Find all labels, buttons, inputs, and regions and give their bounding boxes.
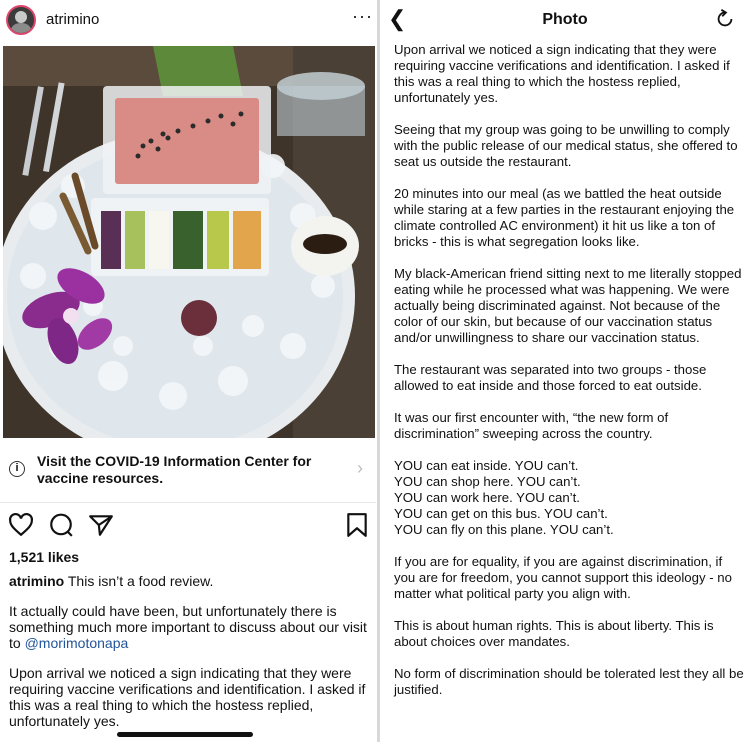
article-paragraph: 20 minutes into our meal (as we battled the heat outside while staring at a few parties in the restaurant enjoying the climate controlled AC environment) it hit us like a ton of bricks - this is what segregation looks like.: [394, 186, 735, 249]
article-paragraph: Seeing that my group was going to be unwilling to comply with the public release of our medical status, she offered to seat us outside the restaurant.: [394, 122, 738, 169]
article-paragraph: No form of discrimination should be tolerated lest they all be justified.: [394, 666, 744, 697]
food-photo-illustration: [3, 46, 375, 438]
post-caption: [9, 573, 371, 742]
article-list-line: YOU can work here. YOU can’t.: [394, 490, 580, 505]
article-list-line: YOU can shop here. YOU can’t.: [394, 474, 581, 489]
article-paragraph: This is about human rights. This is about liberty. This is about choices over mandates.: [394, 618, 714, 649]
bookmark-icon[interactable]: [344, 512, 370, 538]
more-options-icon[interactable]: ···: [352, 6, 373, 26]
article-paragraph: Upon arrival we noticed a sign indicating that they were requiring vaccine verifications and identification. I asked if this was a real thing to which the hostess replied, unfortunately yes.: [394, 42, 730, 105]
refresh-icon[interactable]: [714, 8, 736, 30]
article-paragraph: The restaurant was separated into two groups - those allowed to eat inside and those forced to eat outside.: [394, 362, 707, 393]
article-paragraph: My black-American friend sitting next to me literally stopped eating while he processed what was happening. We were actually being discriminated against. Not because of the color of our skin, but because of our vaccination status and/or unwillingness to share our vaccination status.: [394, 266, 742, 345]
article-list-line: YOU can get on this bus. YOU can’t.: [394, 506, 608, 521]
comment-icon[interactable]: [48, 512, 74, 538]
post-actions: [0, 510, 376, 540]
photo-view-header: [380, 0, 750, 40]
like-count[interactable]: 1,521 likes: [9, 549, 80, 565]
divider: [0, 502, 376, 503]
covid-info-banner[interactable]: [0, 446, 376, 500]
caption-paragraph: Upon arrival we noticed a sign indicating that they were requiring vaccine verifications and identification. I asked if this was a real thing to which the hostess replied, unfortunately yes.: [9, 665, 366, 729]
back-chevron-icon[interactable]: ❮: [388, 6, 407, 31]
covid-banner-text: Visit the COVID-19 Information Center for vaccine resources.: [37, 453, 312, 486]
avatar[interactable]: [6, 5, 36, 35]
article-list-line: YOU can fly on this plane. YOU can’t.: [394, 522, 614, 537]
post-header: [0, 0, 376, 42]
info-icon: i: [9, 461, 25, 477]
caption-paragraph: It actually could have been, but unfortunately there is something much more important to discuss about our visit to: [9, 603, 367, 651]
article-paragraph: If you are for equality, if you are against discrimination, if you are for freedom, you cannot support this ideology - no matter what political party you align with.: [394, 554, 732, 601]
article-text: [394, 42, 744, 714]
page-title: Photo: [542, 11, 588, 28]
chevron-right-icon: ›: [357, 458, 363, 478]
article-list-line: YOU can eat inside. YOU can’t.: [394, 458, 579, 473]
article-paragraph: It was our first encounter with, “the new form of discrimination” sweeping across the country.: [394, 410, 669, 441]
mention-link[interactable]: @morimotonapa: [24, 635, 129, 651]
article-list: [394, 458, 744, 538]
home-indicator: [117, 732, 253, 737]
heart-icon[interactable]: [8, 512, 34, 538]
share-icon[interactable]: [88, 512, 114, 538]
post-photo[interactable]: [3, 46, 375, 438]
photo-text-view: [380, 0, 750, 742]
caption-username[interactable]: atrimino: [9, 573, 65, 589]
post-username[interactable]: atrimino: [46, 11, 100, 28]
caption-first-line: This isn’t a food review.: [67, 573, 214, 589]
